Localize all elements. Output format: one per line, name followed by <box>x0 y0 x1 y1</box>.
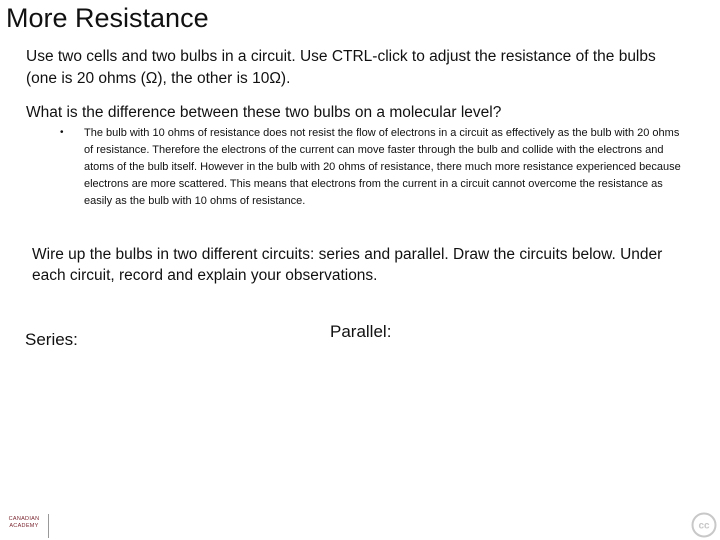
intro-text: Use two cells and two bulbs in a circuit. Use CTRL-click to adjust the resistance of the bulbs (one is 20 ohms (Ω), the other is 10Ω). <box>26 48 656 87</box>
bullet-icon: • <box>60 127 64 138</box>
creative-commons-icon <box>691 512 717 538</box>
logo-line-2: ACADEMY <box>9 523 39 529</box>
series-label: Series: <box>25 330 78 349</box>
cc-icon-text: cc <box>698 520 710 532</box>
answer-text: The bulb with 10 ohms of resistance does not resist the flow of electrons in a circuit as effectively as the bulb with 20 ohms of resistance. Therefore the electrons of the current can move faster through the bulb and collide with the electrons and atoms of the bulb itself. However in the bulb with 20 ohms of resistance, there much more resistance experienced because electrons are more scattered. This means that electrons from the current in a circuit cannot overcome the resistance as easily as the bulb with 10 ohms of resistance. <box>84 127 681 207</box>
slide-title: More Resistance <box>6 3 209 33</box>
parallel-label: Parallel: <box>330 322 392 341</box>
logo-line-1: CANADIAN <box>8 516 40 522</box>
instructions-text: Wire up the bulbs in two different circuits: series and parallel. Draw the circuits below. Under each circuit, record and explain your observations. <box>32 246 663 284</box>
question-text: What is the difference between these two bulbs on a molecular level? <box>26 104 502 121</box>
logo-divider <box>48 514 49 538</box>
list-item <box>60 125 688 210</box>
canadian-academy-logo <box>0 510 52 540</box>
answer-list <box>60 125 688 210</box>
